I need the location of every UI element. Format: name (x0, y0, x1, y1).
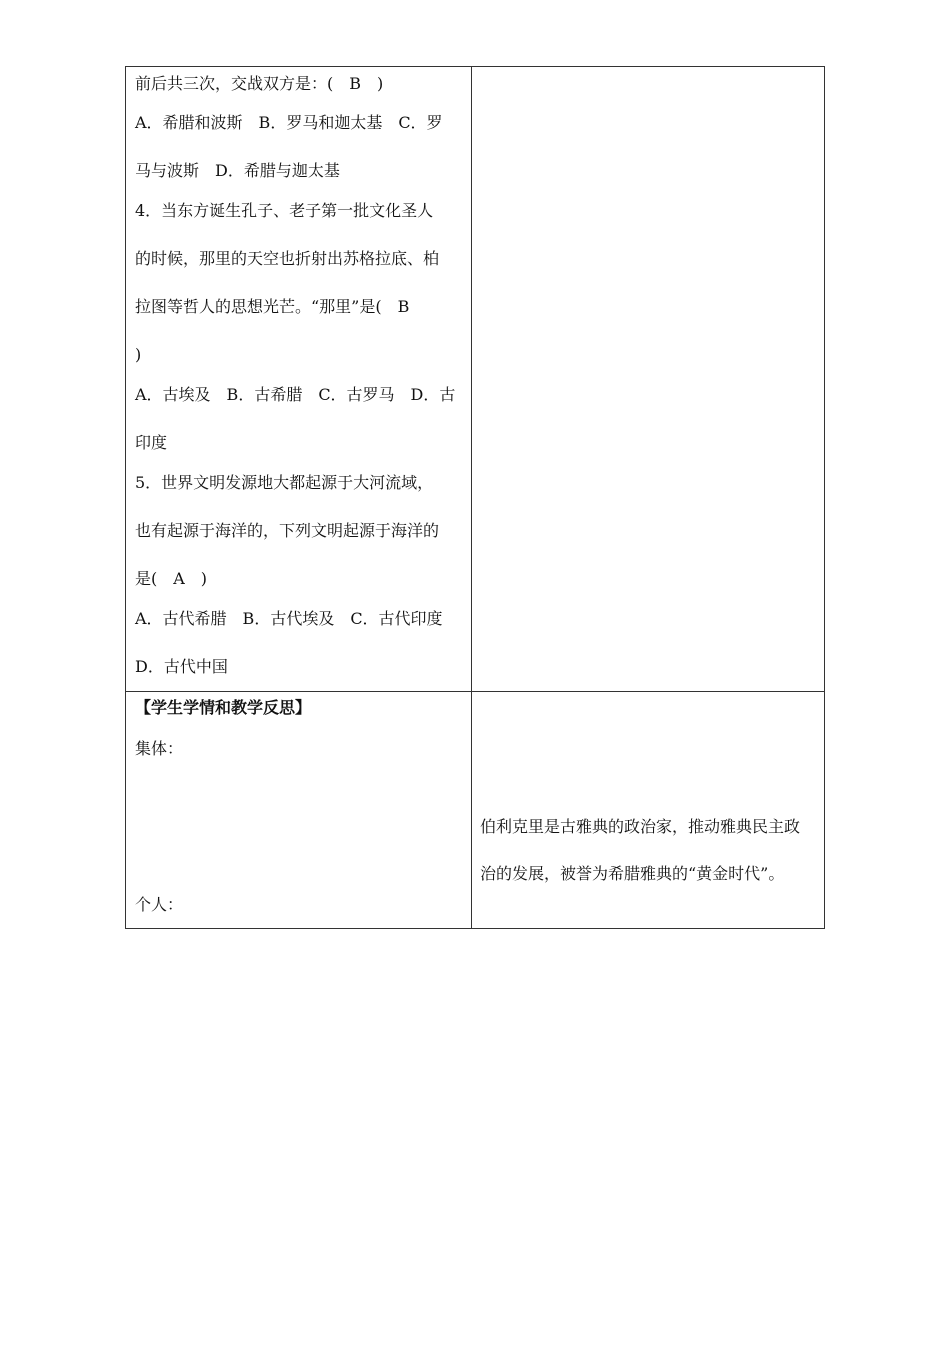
question-4-stem: 拉图等哲人的思想光芒。“那里”是( B (135, 297, 410, 316)
question-4-options: A．古埃及 B．古希腊 C．古罗马 D．古 (135, 385, 456, 404)
question-5-options: A．古代希腊 B．古代埃及 C．古代印度 (135, 609, 443, 628)
question-line: 前后共三次，交战双方是：( B ) (135, 74, 384, 93)
question-4-options: 印度 (135, 433, 168, 452)
note-line: 治的发展，被誉为希腊雅典的“黄金时代”。 (480, 864, 785, 883)
content-table (125, 66, 825, 929)
question-4-stem: 4．当东方诞生孔子、老子第一批文化圣人 (135, 201, 434, 220)
column-divider (471, 67, 472, 928)
question-5-stem: 也有起源于海洋的，下列文明起源于海洋的 (135, 521, 440, 540)
question-5-options: D．古代中国 (135, 657, 228, 676)
reflection-collective-label: 集体： (135, 739, 184, 758)
question-5-stem: 是( A ) (135, 569, 208, 588)
question-4-stem: 的时候，那里的天空也折射出苏格拉底、柏 (135, 249, 440, 268)
question-4-stem: ) (135, 345, 142, 364)
question-options: 马与波斯 D．希腊与迦太基 (135, 161, 340, 180)
note-line: 伯利克里是古雅典的政治家，推动雅典民主政 (480, 817, 801, 836)
reflection-heading: 【学生学情和教学反思】 (135, 698, 312, 717)
reflection-individual-label: 个人： (135, 895, 184, 914)
row-divider (126, 691, 824, 692)
question-options: A．希腊和波斯 B．罗马和迦太基 C．罗 (135, 113, 443, 132)
question-5-stem: 5．世界文明发源地大都起源于大河流域， (135, 473, 434, 492)
